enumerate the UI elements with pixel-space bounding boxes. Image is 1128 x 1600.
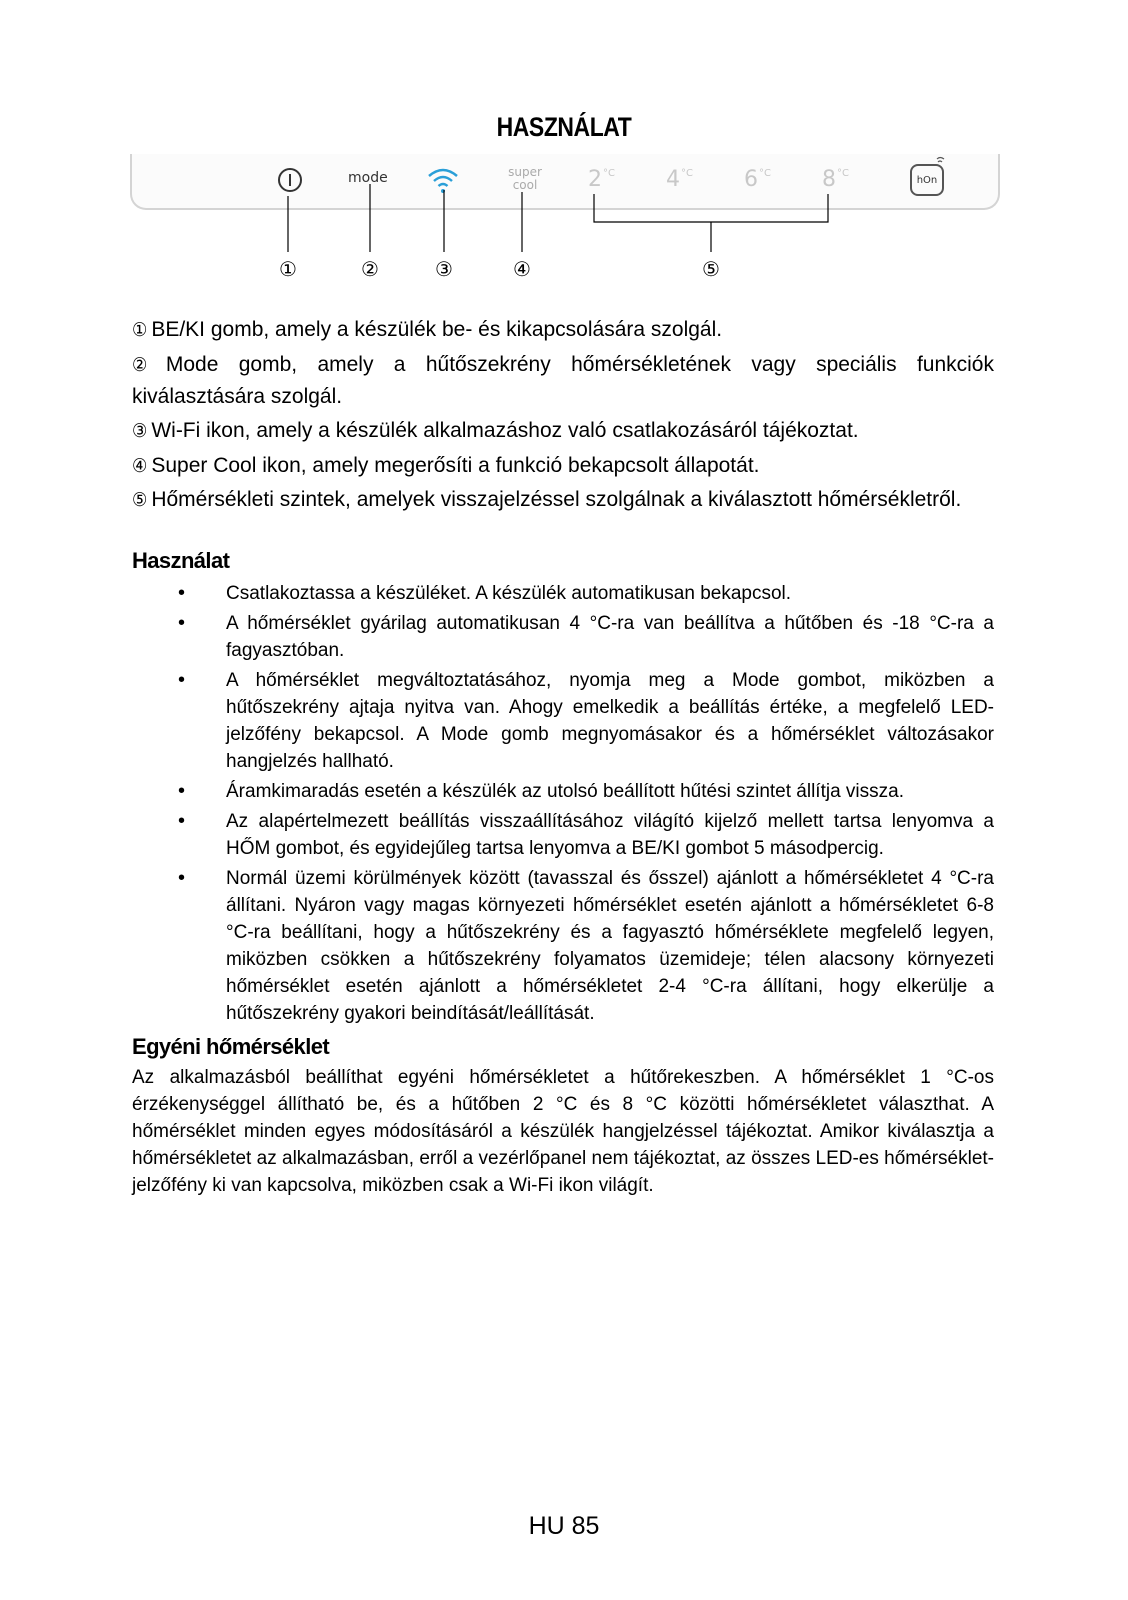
page-title: HASZNÁLAT (496, 112, 632, 142)
usage-list (132, 580, 994, 1030)
temp-level-2: $2^{^\circ C}$ (588, 167, 615, 192)
list-item: • Normál üzemi körülmények között (tavasszal és ősszel) ajánlott a hőmérsékletet 4 °C-ra állítani. Nyáron vagy magas környezeti hőmérséklet esetén ajánlott a hőmérsékletet 6-8 °C-ra beállítani, hogy a hűtőszekrény és a fagyasztó hőmérséklete megfelelő legyen, miközben csökken a hűtőszekrény folyamatos üzemideje; télen alacsony környezeti hőmérséklet esetén ajánlott a hőmérsékletet 2-4 °C-ra állítani, hogy elkerülje a hűtőszekrény gyakori beindítását/leállítását. (132, 865, 994, 1027)
callout-2: ② (361, 257, 379, 281)
temp-level-4: $4^{^\circ C}$ (666, 167, 693, 192)
legend-item-3: ③ Wi-Fi ikon, amely a készülék alkalmazáshoz való csatlakozásáról tájékoztat. (132, 419, 859, 442)
temp-level-6: $6^{^\circ C}$ (744, 167, 771, 192)
list-item: • A hőmérséklet gyárilag automatikusan 4 °C-ra van beállítva a hűtőben és -18 °C-ra a fagyasztóban. (132, 610, 994, 664)
mode-label: mode (348, 170, 388, 186)
page-number: HU 85 (528, 1512, 600, 1540)
list-item: • Áramkimaradás esetén a készülék az utolsó beállított hűtési szintet állítja vissza. (132, 778, 994, 805)
legend-item-4: ④ Super Cool ikon, amely megerősíti a funkció bekapcsolt állapotát. (132, 454, 760, 477)
super-cool-label: super cool (508, 165, 542, 192)
callout-5: ⑤ (702, 257, 720, 281)
list-item: • A hőmérséklet megváltoztatásához, nyomja meg a Mode gombot, miközben a hűtőszekrény ajtaja nyitva van. Ahogy emelkedik a beállítás értéke, a megfelelő LED-jelzőfény bekapcsol. A Mode gomb megnyomásakor és a hőmérséklet változásakor hangjelzés hallható. (132, 667, 994, 775)
callout-1: ① (279, 257, 297, 281)
usage-heading: Használat (132, 548, 230, 573)
list-item: • Csatlakoztassa a készüléket. A készülék automatikusan bekapcsol. (132, 580, 994, 607)
custom-temp-heading: Egyéni hőmérséklet (132, 1034, 330, 1059)
hon-icon: hOn (910, 164, 944, 196)
legend-item-2: ② Mode gomb, amely a hűtőszekrény hőmérsékletének vagy speciális funkciók kiválasztására szolgál. (132, 353, 994, 408)
legend-item-1: ① BE/KI gomb, amely a készülék be- és kikapcsolására szolgál. (132, 318, 723, 341)
callout-4: ④ (513, 257, 531, 281)
list-item: • Az alapértelmezett beállítás visszaállításához világító kijelző mellett tartsa lenyomva a HŐM gombot, és egyidejűleg tartsa lenyomva a BE/KI gombot 5 másodpercig. (132, 808, 994, 862)
callout-3: ③ (435, 257, 453, 281)
callout-lines (0, 0, 1128, 300)
temp-level-8: $8^{^\circ C}$ (822, 167, 849, 192)
legend-item-5: ⑤ Hőmérsékleti szintek, amelyek visszajelzéssel szolgálnak a kiválasztott hőmérsékletről. (132, 488, 962, 511)
custom-temp-text: Az alkalmazásból beállíthat egyéni hőmérsékletet a hűtőrekeszben. A hőmérséklet 1 °C-os érzékenységgel állítható be, és a hűtőben 2 °C és 8 °C közötti hőmérsékletet választhat. A hőmérséklet minden egyes módosításáról a készülék hangjelzéssel tájékoztat. Amikor kiválasztja a hőmérsékletet az alkalmazásban, erről a vezérlőpanel nem tájékoztat, az összes LED-es hőmérséklet-jelzőfény ki van kapcsolva, miközben csak a Wi-Fi ikon világít. (132, 1067, 994, 1196)
